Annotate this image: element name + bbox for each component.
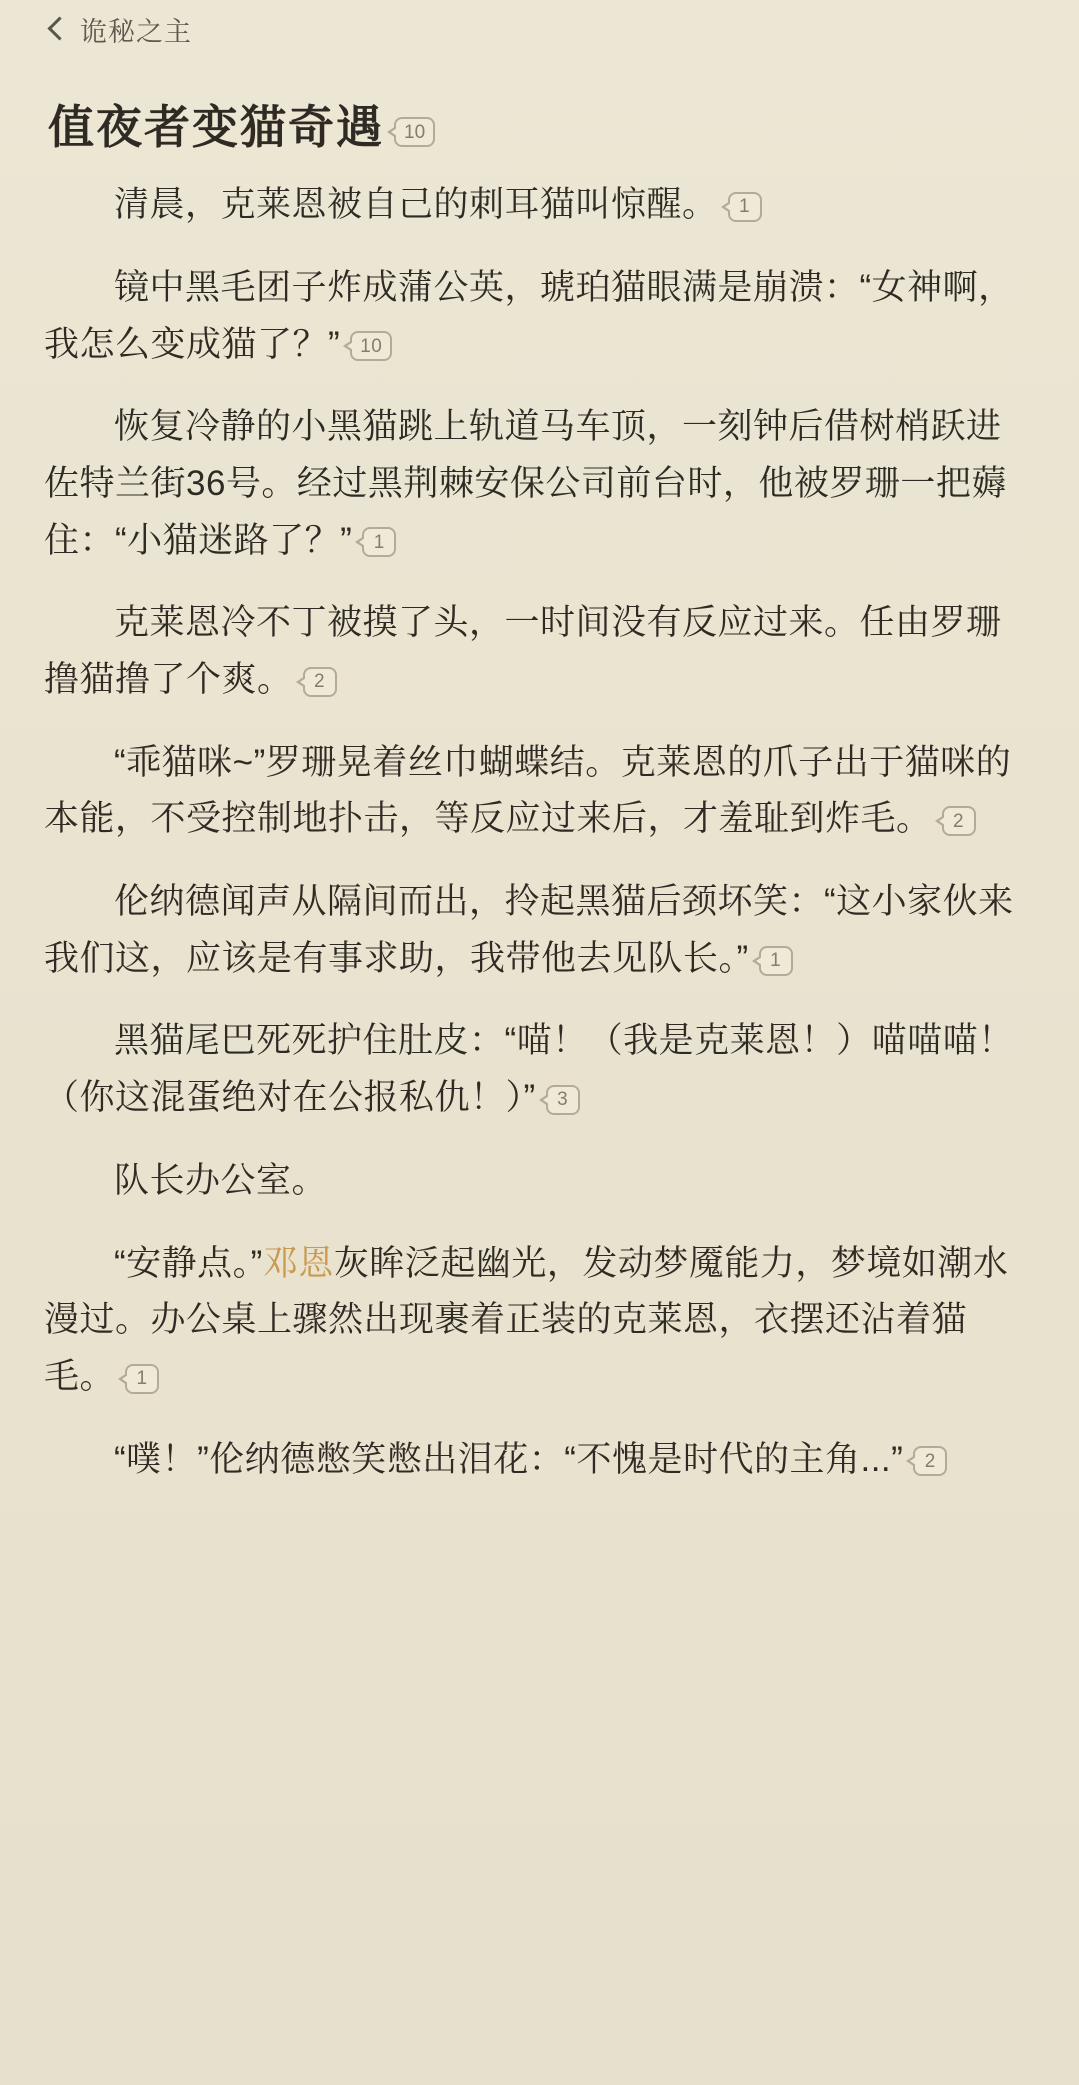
paragraph-text: 克莱恩冷不丁被摸了头，一时间没有反应过来。任由罗珊撸猫撸了个爽。 bbox=[44, 603, 1002, 699]
paragraph-text: “乖猫咪~”罗珊晃着丝巾蝴蝶结。克莱恩的爪子出于猫咪的本能，不受控制地扑击，等反应过来后，才羞耻到炸毛。 bbox=[44, 742, 1012, 839]
paragraph bbox=[44, 595, 1035, 708]
paragraph-comment-badge[interactable]: 2 bbox=[303, 667, 337, 697]
paragraph-text: 黑猫尾巴死死护住肚皮：“喵！（我是克莱恩！）喵喵喵！（你这混蛋绝对在公报私仇！）” bbox=[44, 1021, 1014, 1118]
paragraph-text-after: 灰眸泛起幽光，发动梦魇能力，梦境如潮水漫过。办公桌上骤然出现裹着正装的克莱恩，衣摆还沾着猫毛。 bbox=[44, 1243, 1009, 1396]
paragraph bbox=[44, 1153, 1035, 1210]
paragraph-comment-badge[interactable]: 1 bbox=[125, 1364, 159, 1394]
paragraph bbox=[44, 1236, 1035, 1406]
chapter-content bbox=[0, 155, 1079, 1488]
paragraph bbox=[44, 177, 1035, 234]
paragraph-text-before: “安静点。” bbox=[114, 1243, 263, 1283]
book-title[interactable]: 诡秘之主 bbox=[80, 16, 192, 47]
paragraph-text: 镜中黑毛团子炸成蒲公英，琥珀猫眼满是崩溃：“女神啊，我怎么变成猫了？” bbox=[44, 267, 1014, 364]
page-title: 值夜者变猫奇遇 bbox=[48, 101, 384, 153]
paragraph bbox=[44, 399, 1035, 569]
paragraph-text: “噗！”伦纳德憋笑憋出泪花：“不愧是时代的主角...” bbox=[114, 1439, 904, 1479]
paragraph-comment-badge[interactable]: 10 bbox=[350, 331, 392, 361]
chapter-comment-badge[interactable]: 10 bbox=[394, 117, 435, 147]
paragraph-comment-badge[interactable]: 1 bbox=[759, 946, 793, 976]
paragraph bbox=[44, 735, 1035, 848]
paragraph-text: 清晨，克莱恩被自己的刺耳猫叫惊醒。 bbox=[114, 185, 718, 225]
paragraph-text: 恢复冷静的小黑猫跳上轨道马车顶，一刻钟后借树梢跃进佐特兰街36号。经过黑荆棘安保公司前台时，他被罗珊一把薅住：“小猫迷路了？” bbox=[44, 407, 1007, 560]
paragraph bbox=[44, 1432, 1035, 1489]
paragraph-text: 伦纳德闻声从隔间而出，拎起黑猫后颈坏笑：“这小家伙来我们这，应该是有事求助，我带他去见队长。” bbox=[44, 882, 1014, 978]
paragraph bbox=[44, 874, 1035, 987]
paragraph-comment-badge[interactable]: 3 bbox=[546, 1085, 580, 1115]
paragraph bbox=[44, 260, 1035, 373]
paragraph-comment-badge[interactable]: 2 bbox=[942, 806, 976, 836]
top-navigation-bar bbox=[0, 0, 1079, 58]
paragraph-text: 队长办公室。 bbox=[114, 1160, 328, 1200]
paragraph bbox=[44, 1013, 1035, 1126]
chevron-left-icon[interactable] bbox=[48, 15, 64, 43]
character-name-highlight[interactable]: 邓恩 bbox=[262, 1243, 334, 1283]
paragraph-comment-badge[interactable]: 1 bbox=[362, 527, 396, 557]
paragraph-comment-badge[interactable]: 1 bbox=[728, 192, 762, 222]
paragraph-comment-badge[interactable]: 2 bbox=[913, 1446, 947, 1476]
chapter-header bbox=[0, 100, 1079, 155]
